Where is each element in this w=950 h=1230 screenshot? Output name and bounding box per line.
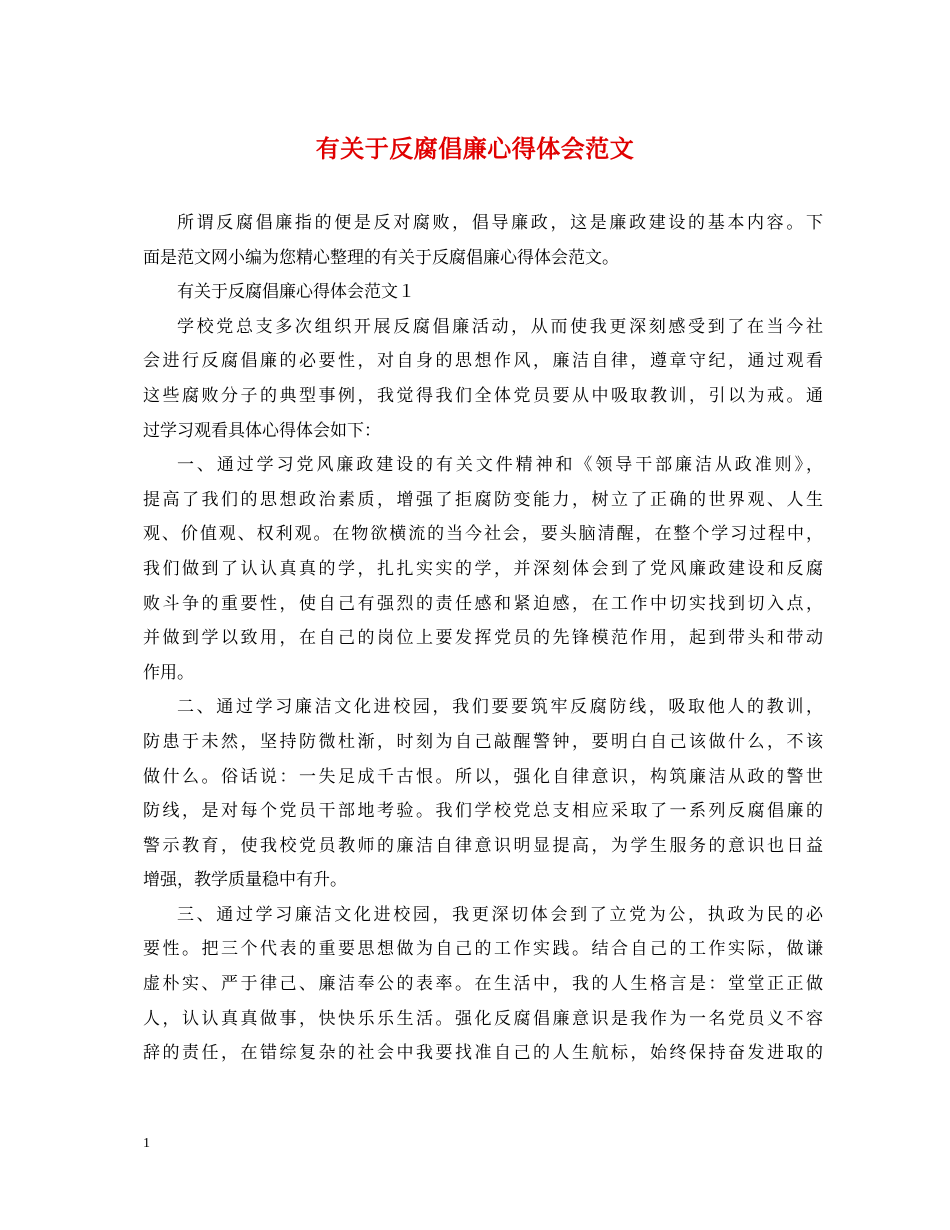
body-line: 要性。把三个代表的重要思想做为自己的工作实践。结合自己的工作实际，做谦 bbox=[143, 939, 823, 960]
body-line: 虚朴实、严于律己、廉洁奉公的表率。在生活中，我的人生格言是：堂堂正正做 bbox=[143, 974, 823, 995]
page-number: 1 bbox=[143, 1136, 150, 1151]
body-line: 我们做到了认认真真的学，扎扎实实的学，并深刻体会到了党风廉政建设和反腐 bbox=[143, 558, 823, 579]
body-line: 辞的责任，在错综复杂的社会中我要找准自己的人生航标，始终保持奋发进取的 bbox=[143, 1043, 823, 1064]
body-line: 防患于未然，坚持防微杜渐，时刻为自己敲醒警钟，要明白自己该做什么，不该 bbox=[143, 731, 823, 752]
body-line: 防线，是对每个党员干部地考验。我们学校党总支相应采取了一系列反腐倡廉的 bbox=[143, 801, 823, 822]
body-line: 过学习观看具体心得体会如下： bbox=[143, 420, 381, 441]
section-heading: 有关于反腐倡廉心得体会范文１ bbox=[177, 282, 415, 303]
body-line: 一、通过学习党风廉政建设的有关文件精神和《领导干部廉洁从政准则》， bbox=[177, 455, 823, 476]
body-line: 并做到学以致用，在自己的岗位上要发挥党员的先锋模范作用，起到带头和带动 bbox=[143, 628, 823, 649]
body-line: 二、通过学习廉洁文化进校园，我们要要筑牢反腐防线，吸取他人的教训， bbox=[177, 697, 823, 718]
body-line: 三、通过学习廉洁文化进校园，我更深切体会到了立党为公，执政为民的必 bbox=[177, 904, 823, 925]
body-line: 提高了我们的思想政治素质，增强了拒腐防变能力，树立了正确的世界观、人生 bbox=[143, 489, 823, 510]
body-line: 人，认认真真做事，快快乐乐生活。强化反腐倡廉意识是我作为一名党员义不容 bbox=[143, 1008, 823, 1029]
body-line: 学校党总支多次组织开展反腐倡廉活动，从而使我更深刻感受到了在当今社 bbox=[177, 316, 823, 337]
document-body bbox=[143, 206, 823, 1071]
body-line: 警示教育，使我校党员教师的廉洁自律意识明显提高，为学生服务的意识也日益 bbox=[143, 835, 823, 856]
body-line: 增强，教学质量稳中有升。 bbox=[143, 870, 347, 891]
body-line: 会进行反腐倡廉的必要性，对自身的思想作风，廉洁自律，遵章守纪，通过观看 bbox=[143, 351, 823, 372]
document-title: 有关于反腐倡廉心得体会范文 bbox=[315, 134, 635, 163]
body-line: 败斗争的重要性，使自己有强烈的责任感和紧迫感，在工作中切实找到切入点， bbox=[143, 593, 823, 614]
body-line: 面是范文网小编为您精心整理的有关于反腐倡廉心得体会范文。 bbox=[143, 247, 619, 268]
body-line: 这些腐败分子的典型事例，我觉得我们全体党员要从中吸取教训，引以为戒。通 bbox=[143, 385, 823, 406]
body-line: 所谓反腐倡廉指的便是反对腐败，倡导廉政，这是廉政建设的基本内容。下 bbox=[177, 213, 823, 233]
body-line: 作用。 bbox=[143, 662, 194, 683]
body-line: 观、价值观、权利观。在物欲横流的当今社会，要头脑清醒，在整个学习过程中， bbox=[143, 524, 823, 545]
body-line: 做什么。俗话说：一失足成千古恨。所以，强化自律意识，构筑廉洁从政的警世 bbox=[143, 766, 823, 787]
